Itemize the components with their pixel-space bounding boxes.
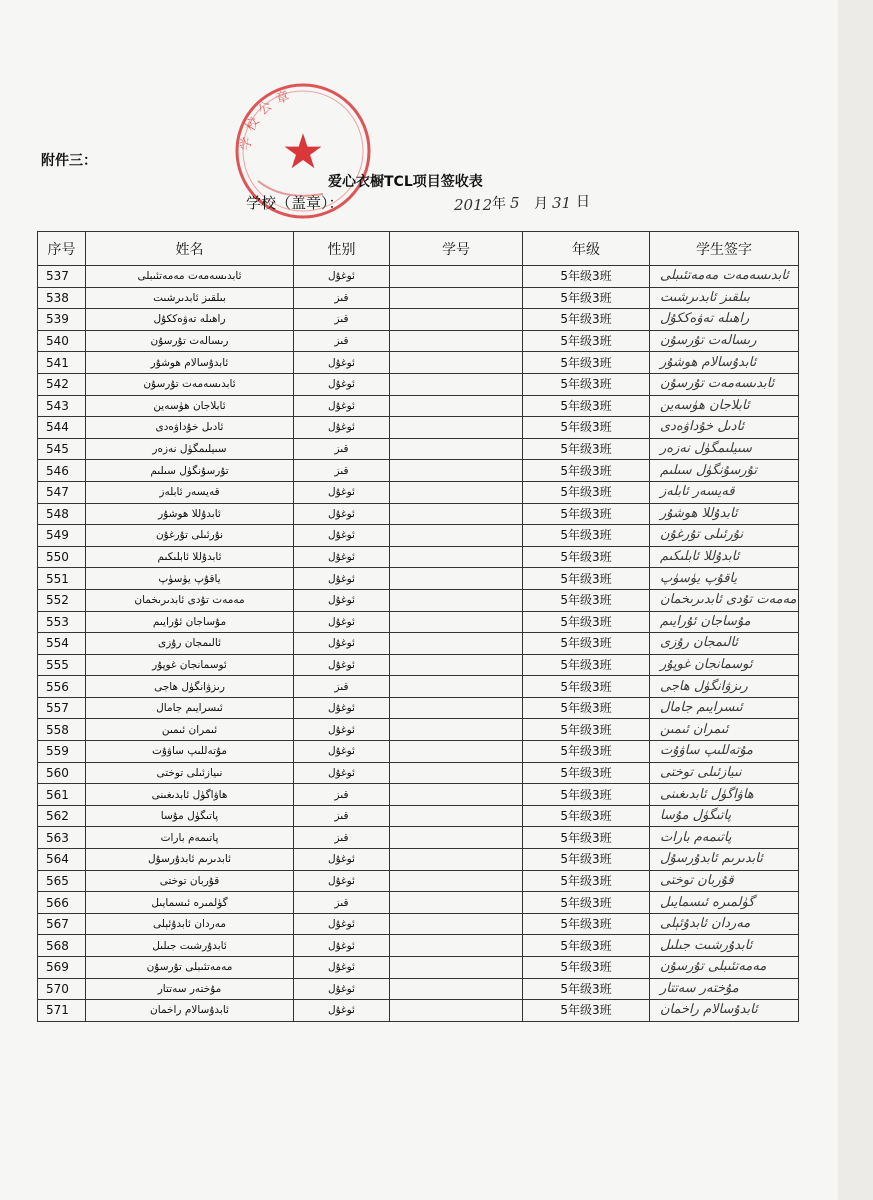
row-number: 561 [38, 784, 86, 806]
student-name: ئادىل خۇداۋەدى [86, 417, 294, 439]
student-signature: نىيازئىلى توختى [650, 762, 799, 784]
student-gender: ئوغۇل [294, 352, 390, 374]
student-name: ئابدۇللا ھوشۇر [86, 503, 294, 525]
row-number: 569 [38, 957, 86, 979]
student-grade: 5年级3班 [523, 741, 650, 763]
student-grade: 5年级3班 [523, 827, 650, 849]
student-grade: 5年级3班 [523, 287, 650, 309]
student-id [390, 589, 523, 611]
student-signature: مۇختەر سەتتار [650, 978, 799, 1000]
row-number: 544 [38, 417, 86, 439]
student-signature: ئىمران ئىمىن [650, 719, 799, 741]
header-grade: 年级 [523, 232, 650, 266]
student-grade: 5年级3班 [523, 805, 650, 827]
student-gender: ئوغۇل [294, 417, 390, 439]
row-number: 558 [38, 719, 86, 741]
student-name: ئابلاجان ھۈسەين [86, 395, 294, 417]
student-gender: ئوغۇل [294, 266, 390, 288]
table-row [38, 546, 799, 568]
row-number: 554 [38, 633, 86, 655]
student-grade: 5年级3班 [523, 352, 650, 374]
student-gender: ئوغۇل [294, 870, 390, 892]
student-grade: 5年级3班 [523, 913, 650, 935]
student-signature: ئابلاجان ھۈسەين [650, 395, 799, 417]
student-id [390, 935, 523, 957]
annex-label: 附件三： [41, 153, 97, 169]
student-signature: ئابدۇللا ھوشۇر [650, 503, 799, 525]
date-line [452, 188, 602, 222]
student-gender: ئوغۇل [294, 654, 390, 676]
student-grade: 5年级3班 [523, 460, 650, 482]
student-id [390, 978, 523, 1000]
student-id [390, 460, 523, 482]
student-name: رىسالەت تۇرسۇن [86, 330, 294, 352]
student-grade: 5年级3班 [523, 762, 650, 784]
school-seal-label: 学校（盖章）： [246, 194, 344, 212]
row-number: 571 [38, 1000, 86, 1022]
student-name: ياقۇپ يۈسۈپ [86, 568, 294, 590]
student-id [390, 309, 523, 331]
student-grade: 5年级3班 [523, 697, 650, 719]
student-name: مەمەت تۇدى ئابدىرىخمان [86, 589, 294, 611]
student-signature: ئوسمانجان غوپۇر [650, 654, 799, 676]
table-row [38, 438, 799, 460]
student-id [390, 438, 523, 460]
student-grade: 5年级3班 [523, 589, 650, 611]
row-number: 567 [38, 913, 86, 935]
student-gender: ئوغۇل [294, 395, 390, 417]
student-grade: 5年级3班 [523, 654, 650, 676]
row-number: 550 [38, 546, 86, 568]
table-row [38, 352, 799, 374]
student-name: ئىسرايىم جامال [86, 697, 294, 719]
student-signature: رىزۋانگۈل ھاجى [650, 676, 799, 698]
row-number: 547 [38, 481, 86, 503]
table-row [38, 676, 799, 698]
student-id [390, 741, 523, 763]
row-number: 565 [38, 870, 86, 892]
student-id [390, 676, 523, 698]
student-signature: نۇرئىلى تۇرغۇن [650, 525, 799, 547]
table-row [38, 654, 799, 676]
row-number: 538 [38, 287, 86, 309]
student-name: مۇختەر سەتتار [86, 978, 294, 1000]
student-signature: ئابدىسەمەت تۇرسۇن [650, 373, 799, 395]
student-signature: مۇتەللىپ ساۋۇت [650, 741, 799, 763]
date-year: 2012 [454, 196, 493, 214]
student-gender: ئوغۇل [294, 719, 390, 741]
student-grade: 5年级3班 [523, 266, 650, 288]
student-signature: ئابدۇسالام ھوشۇر [650, 352, 799, 374]
table-row [38, 589, 799, 611]
table-row [38, 309, 799, 331]
table-row [38, 697, 799, 719]
student-name: گۈلمىرە ئىسمايىل [86, 892, 294, 914]
row-number: 540 [38, 330, 86, 352]
student-signature: ئابدۇسالام راخمان [650, 1000, 799, 1022]
student-name: قۇربان توختى [86, 870, 294, 892]
student-id [390, 1000, 523, 1022]
student-signature: گۈلمىرە ئىسمايىل [650, 892, 799, 914]
student-grade: 5年级3班 [523, 438, 650, 460]
row-number: 542 [38, 373, 86, 395]
table-row [38, 330, 799, 352]
student-signature: مەمەت تۇدى ئابدىرىخمان [650, 589, 799, 611]
student-gender: ئوغۇل [294, 1000, 390, 1022]
table-row [38, 1000, 799, 1022]
student-signature: مەردان ئابدۇئېلى [650, 913, 799, 935]
header-signature: 学生签字 [650, 232, 799, 266]
student-id [390, 719, 523, 741]
student-grade: 5年级3班 [523, 978, 650, 1000]
student-grade: 5年级3班 [523, 719, 650, 741]
student-gender: ئوغۇل [294, 503, 390, 525]
student-name: ئابدىرىم ئابدۇرسۇل [86, 849, 294, 871]
student-gender: قىز [294, 438, 390, 460]
student-signature: مۇساجان ئۇرايىم [650, 611, 799, 633]
table-row [38, 784, 799, 806]
student-name: نىيازئىلى توختى [86, 762, 294, 784]
student-id [390, 870, 523, 892]
student-grade: 5年级3班 [523, 611, 650, 633]
table-row [38, 525, 799, 547]
sign-off-table [37, 231, 799, 1022]
student-gender: قىز [294, 827, 390, 849]
student-grade: 5年级3班 [523, 676, 650, 698]
table-row [38, 373, 799, 395]
student-signature: بىلقىز ئابدىرشىت [650, 287, 799, 309]
student-signature: مەمەتئىبلى تۇرسۇن [650, 957, 799, 979]
table-row [38, 633, 799, 655]
student-gender: ئوغۇل [294, 611, 390, 633]
header-student-id: 学号 [390, 232, 523, 266]
student-gender: ئوغۇل [294, 568, 390, 590]
student-id [390, 266, 523, 288]
student-gender: ئوغۇل [294, 546, 390, 568]
table-row [38, 741, 799, 763]
student-signature: راھىلە تەۋەككۇل [650, 309, 799, 331]
table-row [38, 481, 799, 503]
student-id [390, 654, 523, 676]
row-number: 543 [38, 395, 86, 417]
table-row [38, 892, 799, 914]
table-row [38, 913, 799, 935]
student-name: ئابدىسەمەت مەمەتئىبلى [86, 266, 294, 288]
row-number: 560 [38, 762, 86, 784]
row-number: 566 [38, 892, 86, 914]
form-title: 爱心衣橱TCL项目签收表 [328, 174, 483, 190]
row-number: 564 [38, 849, 86, 871]
student-gender: ئوغۇل [294, 481, 390, 503]
student-id [390, 417, 523, 439]
student-grade: 5年级3班 [523, 503, 650, 525]
student-grade: 5年级3班 [523, 309, 650, 331]
date-day-suffix: 日 [576, 194, 590, 210]
student-gender: ئوغۇل [294, 741, 390, 763]
student-grade: 5年级3班 [523, 849, 650, 871]
student-signature: ئابدىسەمەت مەمەتئىبلى [650, 266, 799, 288]
table-row [38, 805, 799, 827]
student-signature: ئابدۇرشىت جىلىل [650, 935, 799, 957]
student-id [390, 503, 523, 525]
table-row [38, 957, 799, 979]
student-gender: ئوغۇل [294, 849, 390, 871]
student-grade: 5年级3班 [523, 892, 650, 914]
student-name: ئابدۇسالام ھوشۇر [86, 352, 294, 374]
student-id [390, 762, 523, 784]
table-row [38, 762, 799, 784]
student-signature: ئىسرايىم جامال [650, 697, 799, 719]
student-name: پاتىگۈل مۇسا [86, 805, 294, 827]
student-gender: ئوغۇل [294, 957, 390, 979]
stamp-star-icon: ★ [281, 124, 325, 180]
date-month: 5 [510, 194, 520, 212]
student-name: ئابدىسەمەت تۇرسۇن [86, 373, 294, 395]
student-gender: ئوغۇل [294, 525, 390, 547]
row-number: 537 [38, 266, 86, 288]
student-id [390, 525, 523, 547]
student-grade: 5年级3班 [523, 417, 650, 439]
student-name: نۇرئىلى تۇرغۇن [86, 525, 294, 547]
student-gender: ئوغۇل [294, 913, 390, 935]
row-number: 548 [38, 503, 86, 525]
student-grade: 5年级3班 [523, 784, 650, 806]
student-gender: ئوغۇل [294, 762, 390, 784]
date-month-suffix: 月 [534, 196, 548, 212]
student-grade: 5年级3班 [523, 935, 650, 957]
student-signature: ئادىل خۇداۋەدى [650, 417, 799, 439]
row-number: 551 [38, 568, 86, 590]
header-name: 姓名 [86, 232, 294, 266]
student-name: ئوسمانجان غوپۇر [86, 654, 294, 676]
student-name: ئالىمجان رۇزى [86, 633, 294, 655]
student-name: مەردان ئابدۇئېلى [86, 913, 294, 935]
student-name: راھىلە تەۋەككۇل [86, 309, 294, 331]
student-grade: 5年级3班 [523, 373, 650, 395]
student-grade: 5年级3班 [523, 568, 650, 590]
student-grade: 5年级3班 [523, 633, 650, 655]
row-number: 545 [38, 438, 86, 460]
table-row [38, 417, 799, 439]
student-signature: سىيلىمگۈل نەزەر [650, 438, 799, 460]
student-id [390, 633, 523, 655]
student-name: ھاۋاگۈل ئابدىغىنى [86, 784, 294, 806]
student-id [390, 395, 523, 417]
student-id [390, 849, 523, 871]
student-signature: قەيسەر ئابلەز [650, 481, 799, 503]
student-gender: قىز [294, 892, 390, 914]
row-number: 541 [38, 352, 86, 374]
student-signature: تۇرسۇنگۈل سىلىم [650, 460, 799, 482]
student-signature: ئابدىرىم ئابدۇرسۇل [650, 849, 799, 871]
student-signature: پاتىمەم بارات [650, 827, 799, 849]
student-name: ئابدۇللا ئابلىكىم [86, 546, 294, 568]
student-gender: قىز [294, 309, 390, 331]
student-gender: ئوغۇل [294, 697, 390, 719]
table-row [38, 395, 799, 417]
student-gender: قىز [294, 805, 390, 827]
student-name: ئابدۇسالام راخمان [86, 1000, 294, 1022]
table-row [38, 870, 799, 892]
student-name: بىلقىز ئابدىرشىت [86, 287, 294, 309]
row-number: 563 [38, 827, 86, 849]
table-row [38, 568, 799, 590]
student-gender: ئوغۇل [294, 633, 390, 655]
student-name: قەيسەر ئابلەز [86, 481, 294, 503]
student-gender: قىز [294, 330, 390, 352]
student-id [390, 373, 523, 395]
student-name: مەمەتئىبلى تۇرسۇن [86, 957, 294, 979]
student-signature: ئابدۇللا ئابلىكىم [650, 546, 799, 568]
student-name: مۇساجان ئۇرايىم [86, 611, 294, 633]
row-number: 570 [38, 978, 86, 1000]
table-row [38, 978, 799, 1000]
table-header-row [38, 232, 799, 266]
student-grade: 5年级3班 [523, 330, 650, 352]
student-grade: 5年级3班 [523, 1000, 650, 1022]
row-number: 555 [38, 654, 86, 676]
row-number: 568 [38, 935, 86, 957]
student-signature: ياقۇپ يۈسۈپ [650, 568, 799, 590]
student-gender: قىز [294, 287, 390, 309]
table-row [38, 849, 799, 871]
student-id [390, 827, 523, 849]
student-id [390, 352, 523, 374]
student-grade: 5年级3班 [523, 481, 650, 503]
student-gender: ئوغۇل [294, 589, 390, 611]
student-grade: 5年级3班 [523, 395, 650, 417]
student-signature: ئالىمجان رۇزى [650, 633, 799, 655]
student-id [390, 957, 523, 979]
row-number: 553 [38, 611, 86, 633]
student-id [390, 481, 523, 503]
table-row [38, 935, 799, 957]
table-row [38, 503, 799, 525]
student-gender: قىز [294, 460, 390, 482]
date-year-suffix: 年 [492, 196, 506, 212]
row-number: 562 [38, 805, 86, 827]
student-signature: قۇربان توختى [650, 870, 799, 892]
student-id [390, 892, 523, 914]
student-signature: پاتىگۈل مۇسا [650, 805, 799, 827]
student-gender: ئوغۇل [294, 935, 390, 957]
student-gender: ئوغۇل [294, 373, 390, 395]
student-name: ئىمران ئىمىن [86, 719, 294, 741]
student-name: مۇتەللىپ ساۋۇت [86, 741, 294, 763]
table-row [38, 827, 799, 849]
student-id [390, 330, 523, 352]
student-id [390, 805, 523, 827]
student-name: تۇرسۇنگۈل سىلىم [86, 460, 294, 482]
student-signature: رىسالەت تۇرسۇن [650, 330, 799, 352]
stamp-ring-text: 学校公章 [238, 87, 298, 152]
student-grade: 5年级3班 [523, 546, 650, 568]
student-id [390, 611, 523, 633]
student-id [390, 697, 523, 719]
row-number: 557 [38, 697, 86, 719]
table-row [38, 287, 799, 309]
student-id [390, 784, 523, 806]
student-id [390, 568, 523, 590]
student-name: رىزۋانگۈل ھاجى [86, 676, 294, 698]
table-row [38, 460, 799, 482]
student-signature: ھاۋاگۈل ئابدىغىنى [650, 784, 799, 806]
scan-edge [838, 0, 873, 1200]
student-gender: ئوغۇل [294, 978, 390, 1000]
row-number: 546 [38, 460, 86, 482]
student-gender: قىز [294, 676, 390, 698]
date-day: 31 [552, 194, 572, 212]
student-id [390, 287, 523, 309]
row-number: 559 [38, 741, 86, 763]
student-name: پاتىمەم بارات [86, 827, 294, 849]
table-row [38, 719, 799, 741]
student-gender: قىز [294, 784, 390, 806]
header-gender: 性别 [294, 232, 390, 266]
row-number: 539 [38, 309, 86, 331]
table-row [38, 611, 799, 633]
student-name: ئابدۇرشىت جىلىل [86, 935, 294, 957]
student-name: سىيلىمگۈل نەزەر [86, 438, 294, 460]
student-grade: 5年级3班 [523, 525, 650, 547]
row-number: 552 [38, 589, 86, 611]
table-row [38, 266, 799, 288]
student-id [390, 546, 523, 568]
header-number: 序号 [38, 232, 86, 266]
student-id [390, 913, 523, 935]
row-number: 556 [38, 676, 86, 698]
student-grade: 5年级3班 [523, 957, 650, 979]
student-grade: 5年级3班 [523, 870, 650, 892]
row-number: 549 [38, 525, 86, 547]
